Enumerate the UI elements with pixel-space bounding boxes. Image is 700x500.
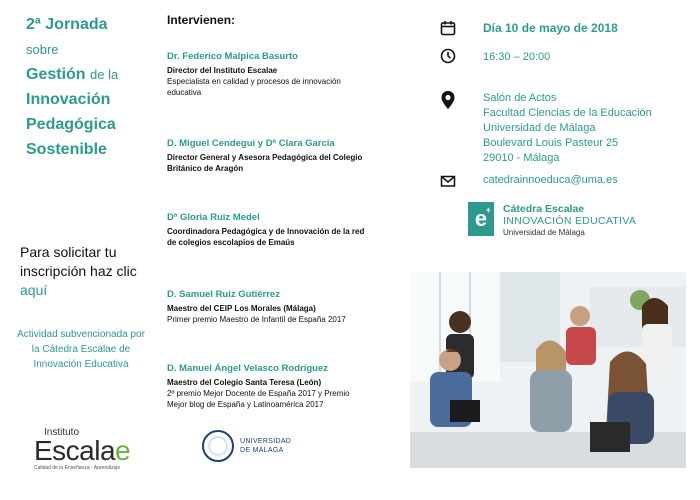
catedra-subtitle: INNOVACIÓN EDUCATIVA [503, 215, 637, 227]
speaker-desc: Especialista en calidad y procesos de innovación educativa [167, 77, 341, 97]
contact-email-link[interactable]: catedrainnoeduca@uma.es [483, 174, 618, 186]
title-line-1: 2ª Jornada [26, 16, 108, 33]
event-time: 16:30 – 20:00 [483, 51, 551, 63]
uma-name [240, 437, 291, 455]
location-pin-icon [440, 90, 456, 110]
place-line: Salón de Actos [483, 92, 557, 104]
title-line-3: Gestión [26, 66, 86, 83]
speaker-item [167, 211, 367, 248]
speaker-item [167, 362, 367, 410]
clock-icon [440, 48, 456, 64]
catedra-escalae-logo [468, 202, 668, 242]
logo-escalae-word [34, 435, 130, 467]
speaker-role: Coordinadora Pedagógica y de Innovación de la red de colegios escolapios de Emaús [167, 227, 365, 247]
logo-escalae-e: e [115, 435, 131, 466]
speakers-heading: Intervienen: [167, 13, 236, 27]
catedra-badge-icon [468, 202, 494, 236]
speaker-name: Dª Gloria Ruiz Medel [167, 212, 260, 223]
catedra-university: Universidad de Málaga [503, 228, 585, 237]
team-meeting-photo [410, 272, 686, 468]
uma-name-line1: UNIVERSIDAD [240, 438, 292, 445]
calendar-icon [440, 20, 456, 36]
title-line-3-small: de la [90, 67, 119, 82]
speaker-item [167, 137, 367, 174]
speaker-role: Maestro del Colegio Santa Teresa (León) [167, 378, 322, 387]
logo-escalae-text: Escala [34, 435, 116, 466]
title-line-5: Pedagógica [26, 116, 116, 133]
place-line: Boulevard Louis Pasteur 25 [483, 137, 619, 149]
registration-cta [20, 243, 160, 300]
place-line: 29010 - Málaga [483, 152, 560, 164]
logo-instituto-text: Instituto [44, 427, 80, 438]
title-line-6: Sostenible [26, 141, 107, 158]
catedra-name: Cátedra Escalae [503, 203, 585, 215]
universidad-malaga-logo [202, 428, 292, 464]
event-title [26, 12, 156, 162]
speaker-name: D. Miguel Cendegui y Dª Clara García [167, 138, 335, 149]
catedra-badge-plus: + [485, 205, 491, 215]
speaker-role: Maestro del CEIP Los Morales (Málaga) [167, 304, 316, 313]
catedra-badge-letter: e [474, 206, 488, 231]
speaker-item [167, 50, 367, 98]
instituto-escalae-logo [34, 427, 134, 472]
title-line-4: Innovación [26, 91, 111, 108]
uma-name-line2: DE MÁLAGA [240, 447, 284, 454]
registration-text: Para solicitar tu inscripción haz clic [20, 244, 137, 279]
registration-link[interactable]: aquí [20, 282, 48, 298]
speaker-desc: 2º premio Mejor Docente de España 2017 y Premio Mejor blog de España y Latinoamérica 2017 [167, 389, 350, 409]
place-line: Universidad de Málaga [483, 122, 596, 134]
speaker-desc: Primer premio Maestro de Infantil de España 2017 [167, 315, 346, 324]
logo-escalae-tagline: Calidad de la Enseñanza · Aprendizaje [34, 465, 121, 471]
speaker-name: Dr. Federico Malpica Basurto [167, 51, 298, 62]
event-place [483, 91, 652, 166]
event-date: Día 10 de mayo de 2018 [483, 21, 618, 35]
title-line-2: sobre [26, 42, 59, 57]
uma-seal-icon [202, 430, 234, 462]
place-line: Facultad Ciencias de la Educación [483, 107, 652, 119]
speakers-section [167, 13, 367, 409]
envelope-icon [440, 173, 456, 189]
speaker-name: D. Manuel Ángel Velasco Rodríguez [167, 363, 329, 374]
subsidy-note: Actividad subvencionada por la Cátedra Escalae de Innovación Educativa [17, 329, 145, 370]
speaker-item [167, 288, 346, 325]
speaker-role: Director General y Asesora Pedagógica del Colegio Británico de Aragón [167, 153, 363, 173]
speaker-name: D. Samuel Ruiz Gutiérrez [167, 289, 280, 300]
speaker-role: Director del Instituto Escalae [167, 66, 278, 75]
